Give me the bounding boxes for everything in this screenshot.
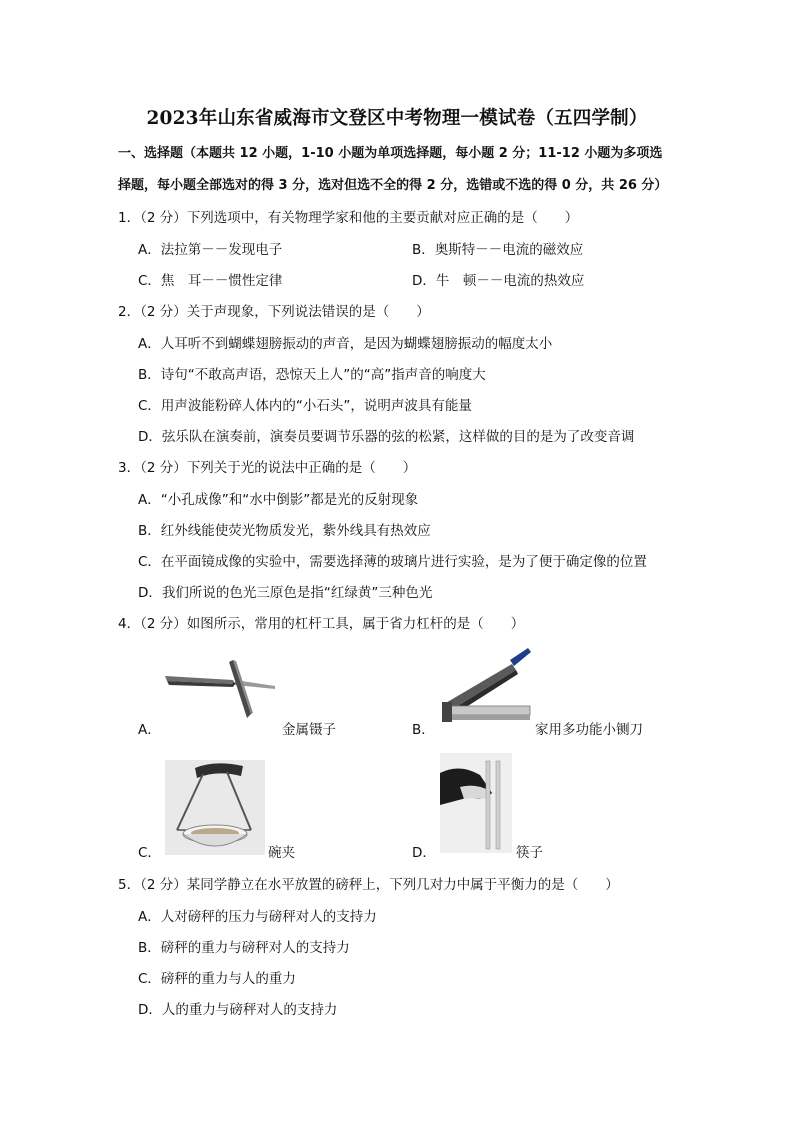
question-3-stem: 3．（2 分）下列关于光的说法中正确的是（ ） [118,460,417,476]
question-4-stem: 4．（2 分）如图所示，常用的杠杆工具，属于省力杠杆的是（ ） [118,616,525,632]
question-3-option-b: B．红外线能使荧光物质发光，紫外线具有热效应 [138,523,431,539]
question-2-option-b: B．诗句“不敢高声语，恐惊天上人”的“高”指声音的响度大 [138,367,486,383]
section-line-1: 一、选择题（本题共 12 小题，1-10 小题为单项选择题，每小题 2 分；11-12 小题为多项选 [118,146,663,161]
question-4-option-b-text: 家用多功能小铡刀 [535,722,643,738]
question-5-option-b: B．磅秤的重力与磅秤对人的支持力 [138,940,350,956]
question-5-option-d: D．人的重力与磅秤对人的支持力 [138,1002,338,1018]
question-4-option-a-letter: A． [138,722,161,738]
question-2-stem: 2．（2 分）关于声现象，下列说法错误的是（ ） [118,304,430,320]
section-line-2: 择题，每小题全部选对的得 3 分，选对但选不全的得 2 分，选错或不选的得 0 分，共 26 分） [118,178,668,193]
question-1-option-b: B．奥斯特－－电流的磁效应 [412,242,584,258]
question-2-option-a: A．人耳听不到蝴蝶翅膀振动的声音，是因为蝴蝶翅膀振动的幅度太小 [138,336,553,352]
guillotine-cutter-image [440,646,532,726]
question-3-option-d: D．我们所说的色光三原色是指“红绿黄”三种色光 [138,585,433,601]
question-5-stem: 5．（2 分）某同学静立在水平放置的磅秤上，下列几对力中属于平衡力的是（ ） [118,877,619,893]
question-4-option-c-text: 碗夹 [268,845,295,861]
question-4-option-d-letter: D． [412,845,436,861]
question-4-option-a-text: 金属镊子 [282,722,336,738]
question-1-option-d: D．牛 顿－－电流的热效应 [412,273,585,289]
question-4-option-d-text: 筷子 [516,845,543,861]
question-3-option-c: C．在平面镜成像的实验中，需要选择薄的玻璃片进行实验，是为了便于确定像的位置 [138,554,647,570]
question-4-option-c-letter: C． [138,845,161,861]
page-title: 2023年山东省威海市文登区中考物理一模试卷（五四学制） [146,108,648,129]
question-1-option-c: C．焦 耳－－惯性定律 [138,273,283,289]
question-1-stem: 1．（2 分）下列选项中，有关物理学家和他的主要贡献对应正确的是（ ） [118,210,579,226]
question-2-option-c: C．用声波能粉碎人体内的“小石头”，说明声波具有能量 [138,398,472,414]
question-1-option-a: A．法拉第－－发现电子 [138,242,283,258]
tweezers-image [163,656,278,726]
bowl-clamp-image [165,760,265,855]
question-2-option-d: D．弦乐队在演奏前，演奏员要调节乐器的弦的松紧，这样做的目的是为了改变音调 [138,429,635,445]
chopsticks-image [440,753,512,853]
question-4-option-b-letter: B． [412,722,435,738]
question-3-option-a: A．“小孔成像”和“水中倒影”都是光的反射现象 [138,492,419,508]
question-5-option-c: C．磅秤的重力与人的重力 [138,971,296,987]
question-5-option-a: A．人对磅秤的压力与磅秤对人的支持力 [138,909,377,925]
section-heading [118,138,708,202]
